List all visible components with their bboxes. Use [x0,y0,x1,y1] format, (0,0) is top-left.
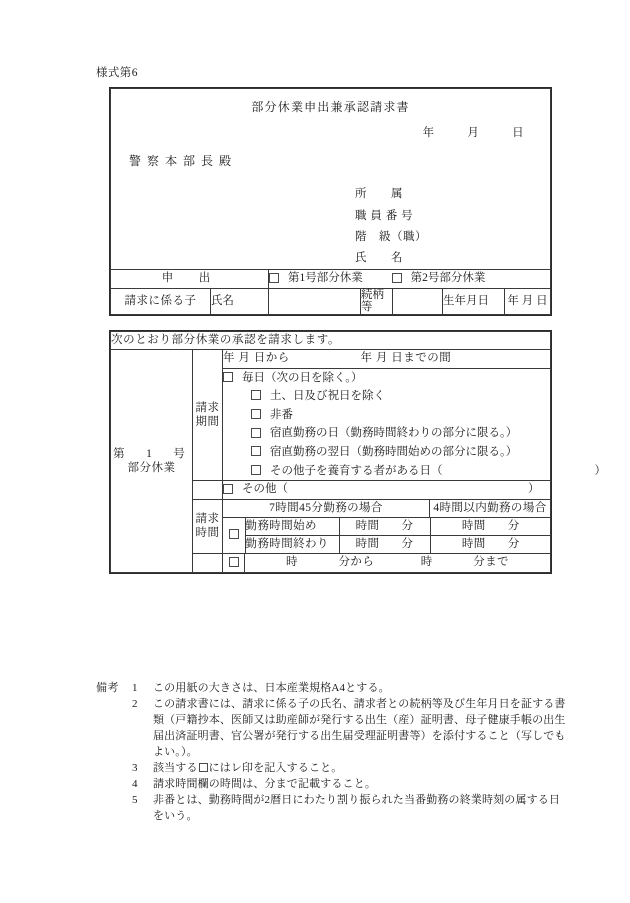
period-checkbox-list [223,368,606,481]
period-option-2-label: 非番 [270,408,293,421]
note-text [153,762,342,774]
period-label-line2: 期間 [195,416,220,429]
option-type-2[interactable] [392,270,486,287]
option-type-1[interactable] [269,270,363,287]
checkbox-period-1[interactable] [251,390,261,400]
date-month-label: 月 [467,127,480,139]
period-option-1-label: 土、日及び祝日を除く [270,390,385,403]
checkbox-period-3[interactable] [251,428,261,438]
checkbox-period-0[interactable] [223,372,233,382]
time-row-start [223,518,551,536]
case-header-2: 4時間以内勤務の場合 [430,499,551,517]
time-label-line2: 時間 [195,527,220,540]
birth-day-label: 日 [536,294,548,307]
checkbox-period-5[interactable] [251,465,261,475]
checkbox-glyph-icon [199,763,208,772]
child-row-label: 請求に係る子 [111,288,211,315]
case-header-1: 7時間45分勤務の場合 [223,499,430,517]
note-item [132,792,566,824]
period-option-5-close: ） [594,464,606,477]
application-type-row [111,270,551,288]
checkbox-time-rows[interactable] [229,529,239,539]
addressee: 警察本部長殿 [129,154,238,169]
request-statement: 次のとおり部分休業の承認を請求します。 [111,332,551,350]
period-option-0-label: 毎日（次の日を除く。） [242,371,363,384]
note-item [132,696,566,760]
period-option-3-label: 宿直勤務の日（勤務時間終わりの部分に限る。） [270,427,518,440]
form-number: 様式第6 [96,67,138,79]
free-from-hour: 時 [286,556,298,569]
time-detail-table [223,518,551,554]
note-text: この請求書には、請求に係る子の氏名、請求者との続柄等及び生年月日を証する書類（戸籍抄本、医師又は助産師が発行する出生（産）証明書、母子健康手帳の出生届出済証明書、官公署が発行する出生届受理証明書等）を添付すること（写しでもよい。）。 [153,698,566,759]
period-from-year: 年 [223,352,235,365]
checkbox-period-2[interactable] [251,409,261,419]
time-hour-unit: 時間 [355,538,380,550]
time-minute-unit: 分 [507,519,520,532]
applicant-field-employee-number [355,206,550,227]
request-table [110,331,606,573]
option-type-1-label: 第1号部分休業 [288,272,363,285]
time-row-start-name: 勤務時間始め [245,518,339,536]
note-item [132,680,566,696]
period-option-0[interactable] [223,369,550,388]
period-option-5-label: その他子を養育する者がある日（ [270,464,443,477]
note-number: 3 [132,762,138,775]
note-number: 2 [132,698,138,711]
period-to-year: 年 [360,352,373,365]
header-block-cell [111,89,551,270]
note-number: 5 [132,794,138,807]
child-name-input[interactable] [269,288,361,315]
period-other-close: ） [528,483,540,496]
period-other-label: その他（ [242,483,288,496]
child-birth-input[interactable] [505,288,551,315]
notes-list [132,680,566,824]
note-number: 1 [132,682,138,694]
period-date-range[interactable] [223,350,551,368]
time-label-line1: 請求 [195,513,220,525]
date-year-label: 年 [422,127,435,139]
birth-month-label: 月 [521,294,534,307]
child-info-row [111,288,551,315]
note-text: 請求時間欄の時間は、分まで記載すること。 [153,778,376,791]
free-to-hour: 時 [420,556,433,569]
period-option-4[interactable] [223,443,550,462]
checkbox-other[interactable] [223,484,233,494]
note-item [132,776,566,792]
note-number: 4 [132,778,138,791]
applicant-field-affiliation [355,184,550,205]
period-other-option[interactable] [223,481,551,499]
time-row-end [223,536,551,554]
checkbox-type-2[interactable] [392,273,402,283]
applicant-fields [355,170,550,269]
time-row-end-case1[interactable] [339,536,430,554]
time-free-range[interactable] [245,554,551,572]
applicant-field-name [355,248,550,269]
date-day-label: 日 [512,127,525,139]
checkbox-time-free[interactable] [229,557,239,567]
child-relation-label-line1: 続柄 [361,288,384,301]
checkbox-period-4[interactable] [251,446,261,456]
checkbox-type-1[interactable] [269,273,279,283]
note-item [132,760,566,776]
application-options-cell [269,270,551,288]
applicant-table [110,88,551,315]
time-minute-unit: 分 [507,538,520,550]
category-label-line1: 第 1 号 [113,447,190,460]
child-relation-label [361,288,393,315]
time-free-spacer [193,554,223,572]
applicant-field-rank [355,227,550,248]
applicant-field-label: 所 属 [355,188,403,201]
period-other-spacer [193,481,223,499]
child-relation-input[interactable] [393,288,443,315]
header-block-row [111,89,551,270]
option-type-2-label: 第2号部分休業 [410,272,486,285]
category-label-line2: 部分休業 [127,461,176,474]
period-label-line1: 請求 [195,401,220,414]
period-to-day: 日までの間 [391,352,452,365]
time-detail-cell [223,517,551,554]
time-row-start-case2[interactable] [430,518,551,536]
time-free-checkbox-cell[interactable] [223,554,245,572]
period-date-row [111,350,551,368]
period-option-1[interactable] [223,387,550,406]
period-label [193,350,223,481]
note-text: この用紙の大きさは、日本産業規格A4とする。 [153,682,390,694]
notes-section [96,680,566,824]
time-row-start-case1[interactable] [339,518,430,536]
time-minute-unit: 分 [401,519,414,532]
time-row-end-case2[interactable] [430,536,551,554]
period-option-5[interactable] [223,462,606,481]
note-text: 非番とは、勤務時間が2暦日にわたり割り振られた当番勤務の終業時刻の属する日をいう。 [153,794,561,823]
period-from-month: 月 [238,352,251,365]
time-row-end-name: 勤務時間終わり [245,536,339,554]
note-text-before-box: 該当する [153,762,198,775]
time-label [193,499,223,554]
submission-date-line [111,116,550,142]
time-minute-unit: 分 [401,538,414,550]
child-relation-label-line2: 等 [361,301,373,314]
time-rows-checkbox-cell[interactable] [223,518,245,554]
document-title: 部分休業申出兼承認請求書 [251,100,410,114]
period-from-day: 日から [253,352,290,365]
period-option-3[interactable] [223,424,550,443]
applicant-field-label: 氏 名 [355,252,403,265]
child-name-label: 氏名 [211,288,269,315]
note-text-after-box: にはレ印を記入すること。 [208,762,343,775]
time-hour-unit: 時間 [461,538,486,550]
free-from-minute: 分から [338,556,375,569]
birth-year-label: 年 [507,294,519,307]
period-to-month: 月 [375,352,388,365]
time-hour-unit: 時間 [355,519,380,532]
period-option-4-label: 宿直勤務の翌日（勤務時間始めの部分に限る。） [270,446,518,458]
applicant-field-label: 職 員 番 号 [355,209,414,222]
time-hour-unit: 時間 [461,519,486,532]
category-label [111,350,193,572]
free-to-minute: 分まで [473,556,509,569]
child-birth-label: 生年月日 [443,288,505,315]
notes-heading: 備考 [96,682,119,694]
applicant-field-label: 階 級（職） [355,230,427,243]
period-option-2[interactable] [223,406,550,425]
statement-row [111,332,551,350]
application-label: 申 出 [111,270,269,288]
